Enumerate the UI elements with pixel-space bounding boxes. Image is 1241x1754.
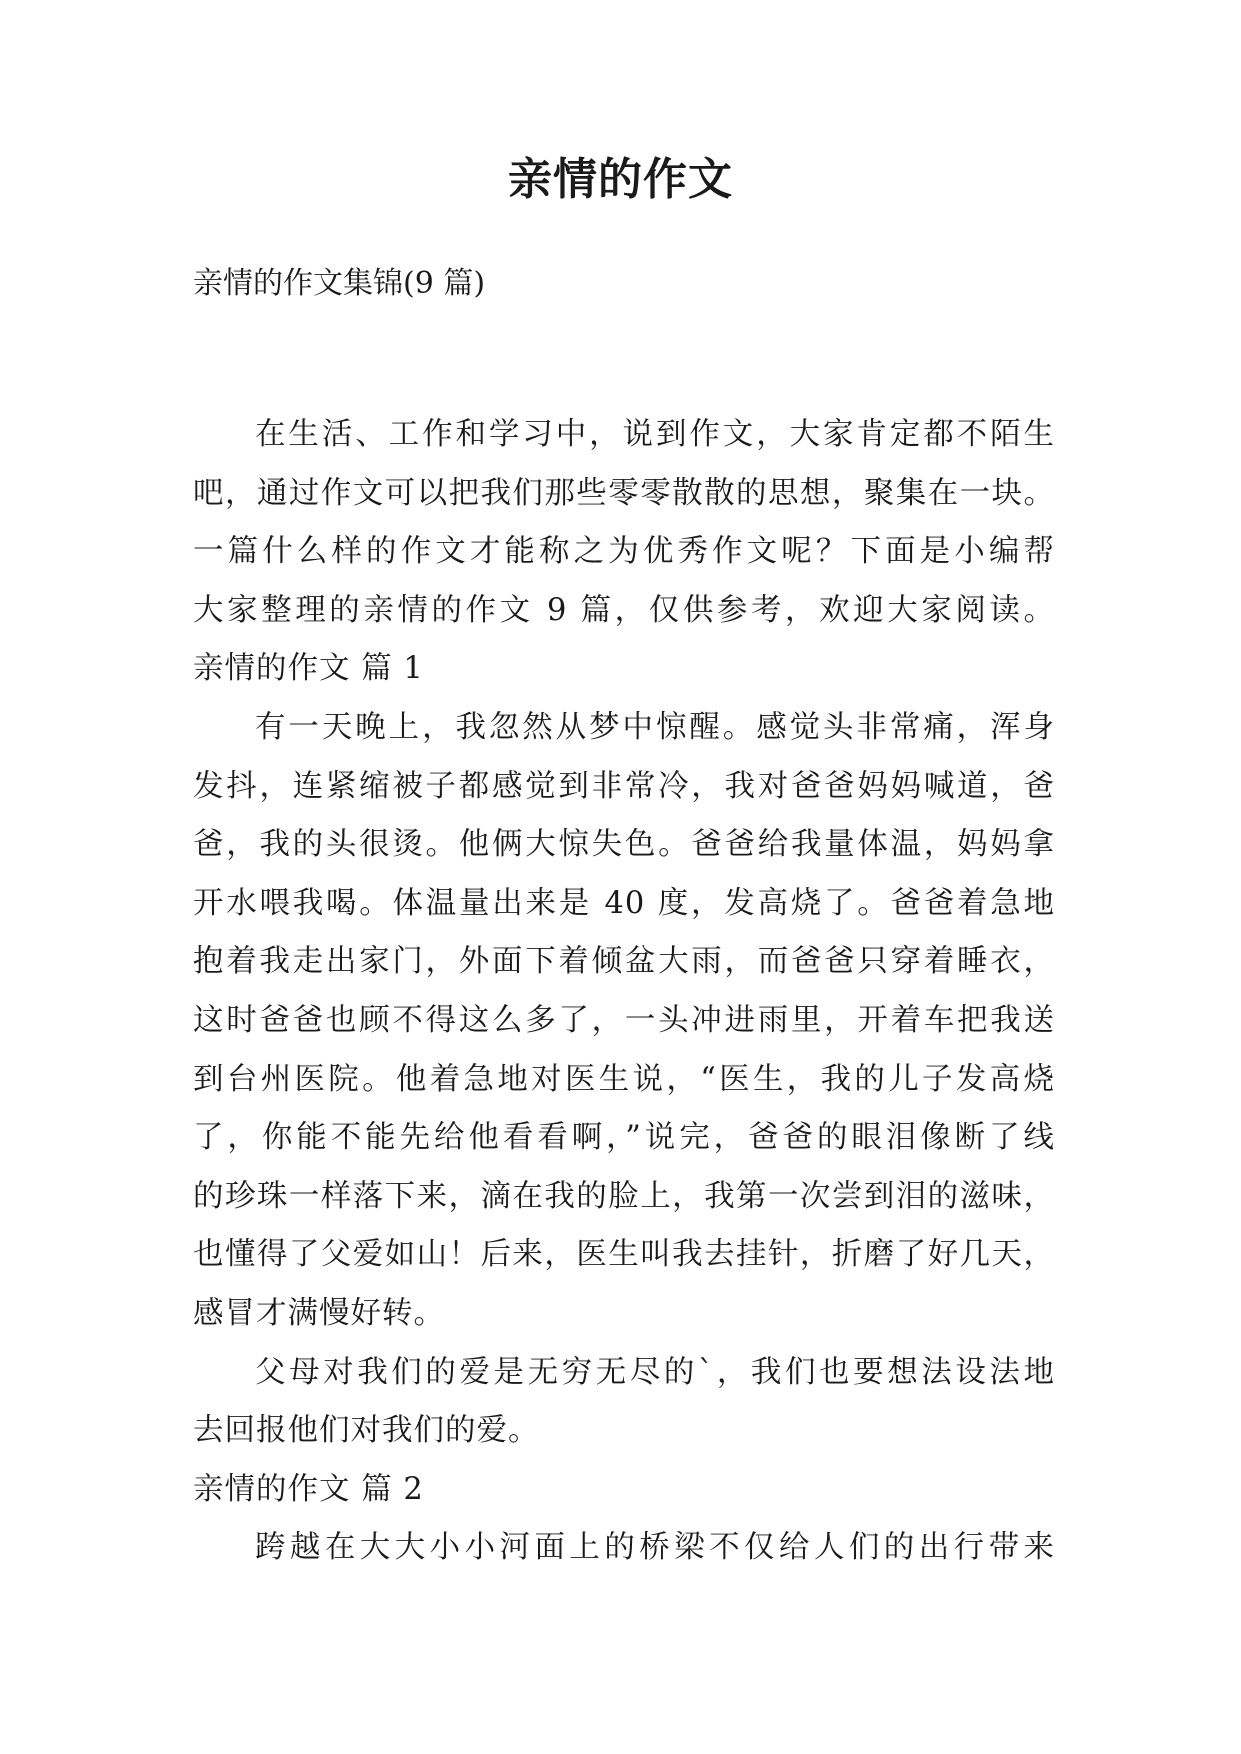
text-line: 抱着我走出家门，外面下着倾盆大雨，而爸爸只穿着睡衣，	[193, 944, 1055, 980]
text-line: 有一天晚上，我忽然从梦中惊醒。感觉头非常痛，浑身	[255, 709, 1055, 745]
document-body	[193, 406, 1055, 1578]
document-title: 亲情的作文	[508, 154, 733, 205]
essay-1-heading: 亲情的作文 篇 1	[193, 651, 424, 687]
essay-2-paragraph-1	[193, 1519, 1055, 1578]
text-line: 开水喂我喝。体温量出来是 40 度，发高烧了。爸爸着急地	[193, 885, 1055, 921]
text-line: 感冒才满慢好转。	[193, 1295, 445, 1331]
text-line: 一篇什么样的作文才能称之为优秀作文呢？下面是小编帮	[193, 534, 1055, 570]
text-line: 到台州医院。他着急地对医生说，“医生，我的儿子发高烧	[193, 1061, 1055, 1097]
text-line: 大家整理的亲情的作文 9 篇，仅供参考，欢迎大家阅读。	[193, 592, 1055, 628]
text-line: 父母对我们的爱是无穷无尽的`，我们也要想法设法地	[255, 1354, 1055, 1390]
essay-1-paragraph-1	[193, 699, 1055, 1344]
text-line: 这时爸爸也顾不得这么多了，一头冲进雨里，开着车把我送	[193, 1002, 1055, 1038]
essay-1-paragraph-2	[193, 1344, 1055, 1461]
text-line: 的珍珠一样落下来，滴在我的脸上，我第一次尝到泪的滋味，	[193, 1178, 1055, 1214]
text-line: 发抖，连紧缩被子都感觉到非常冷，我对爸爸妈妈喊道，爸	[193, 768, 1055, 804]
document-subtitle: 亲情的作文集锦(9 篇)	[193, 266, 486, 301]
text-line: 了，你能不能先给他看看啊，”说完，爸爸的眼泪像断了线	[193, 1120, 1055, 1156]
text-line: 去回报他们对我们的爱。	[193, 1413, 540, 1449]
text-line: 也懂得了父爱如山！后来，医生叫我去挂针，折磨了好几天，	[193, 1237, 1055, 1273]
text-line: 吧，通过作文可以把我们那些零零散散的思想，聚集在一块。	[193, 475, 1055, 511]
text-line: 跨越在大大小小河面上的桥梁不仅给人们的出行带来	[255, 1530, 1055, 1566]
text-line: 爸，我的头很烫。他俩大惊失色。爸爸给我量体温，妈妈拿	[193, 827, 1055, 863]
essay-2-heading: 亲情的作文 篇 2	[193, 1471, 424, 1507]
text-line: 在生活、工作和学习中，说到作文，大家肯定都不陌生	[255, 417, 1055, 452]
intro-paragraph	[193, 406, 1055, 640]
